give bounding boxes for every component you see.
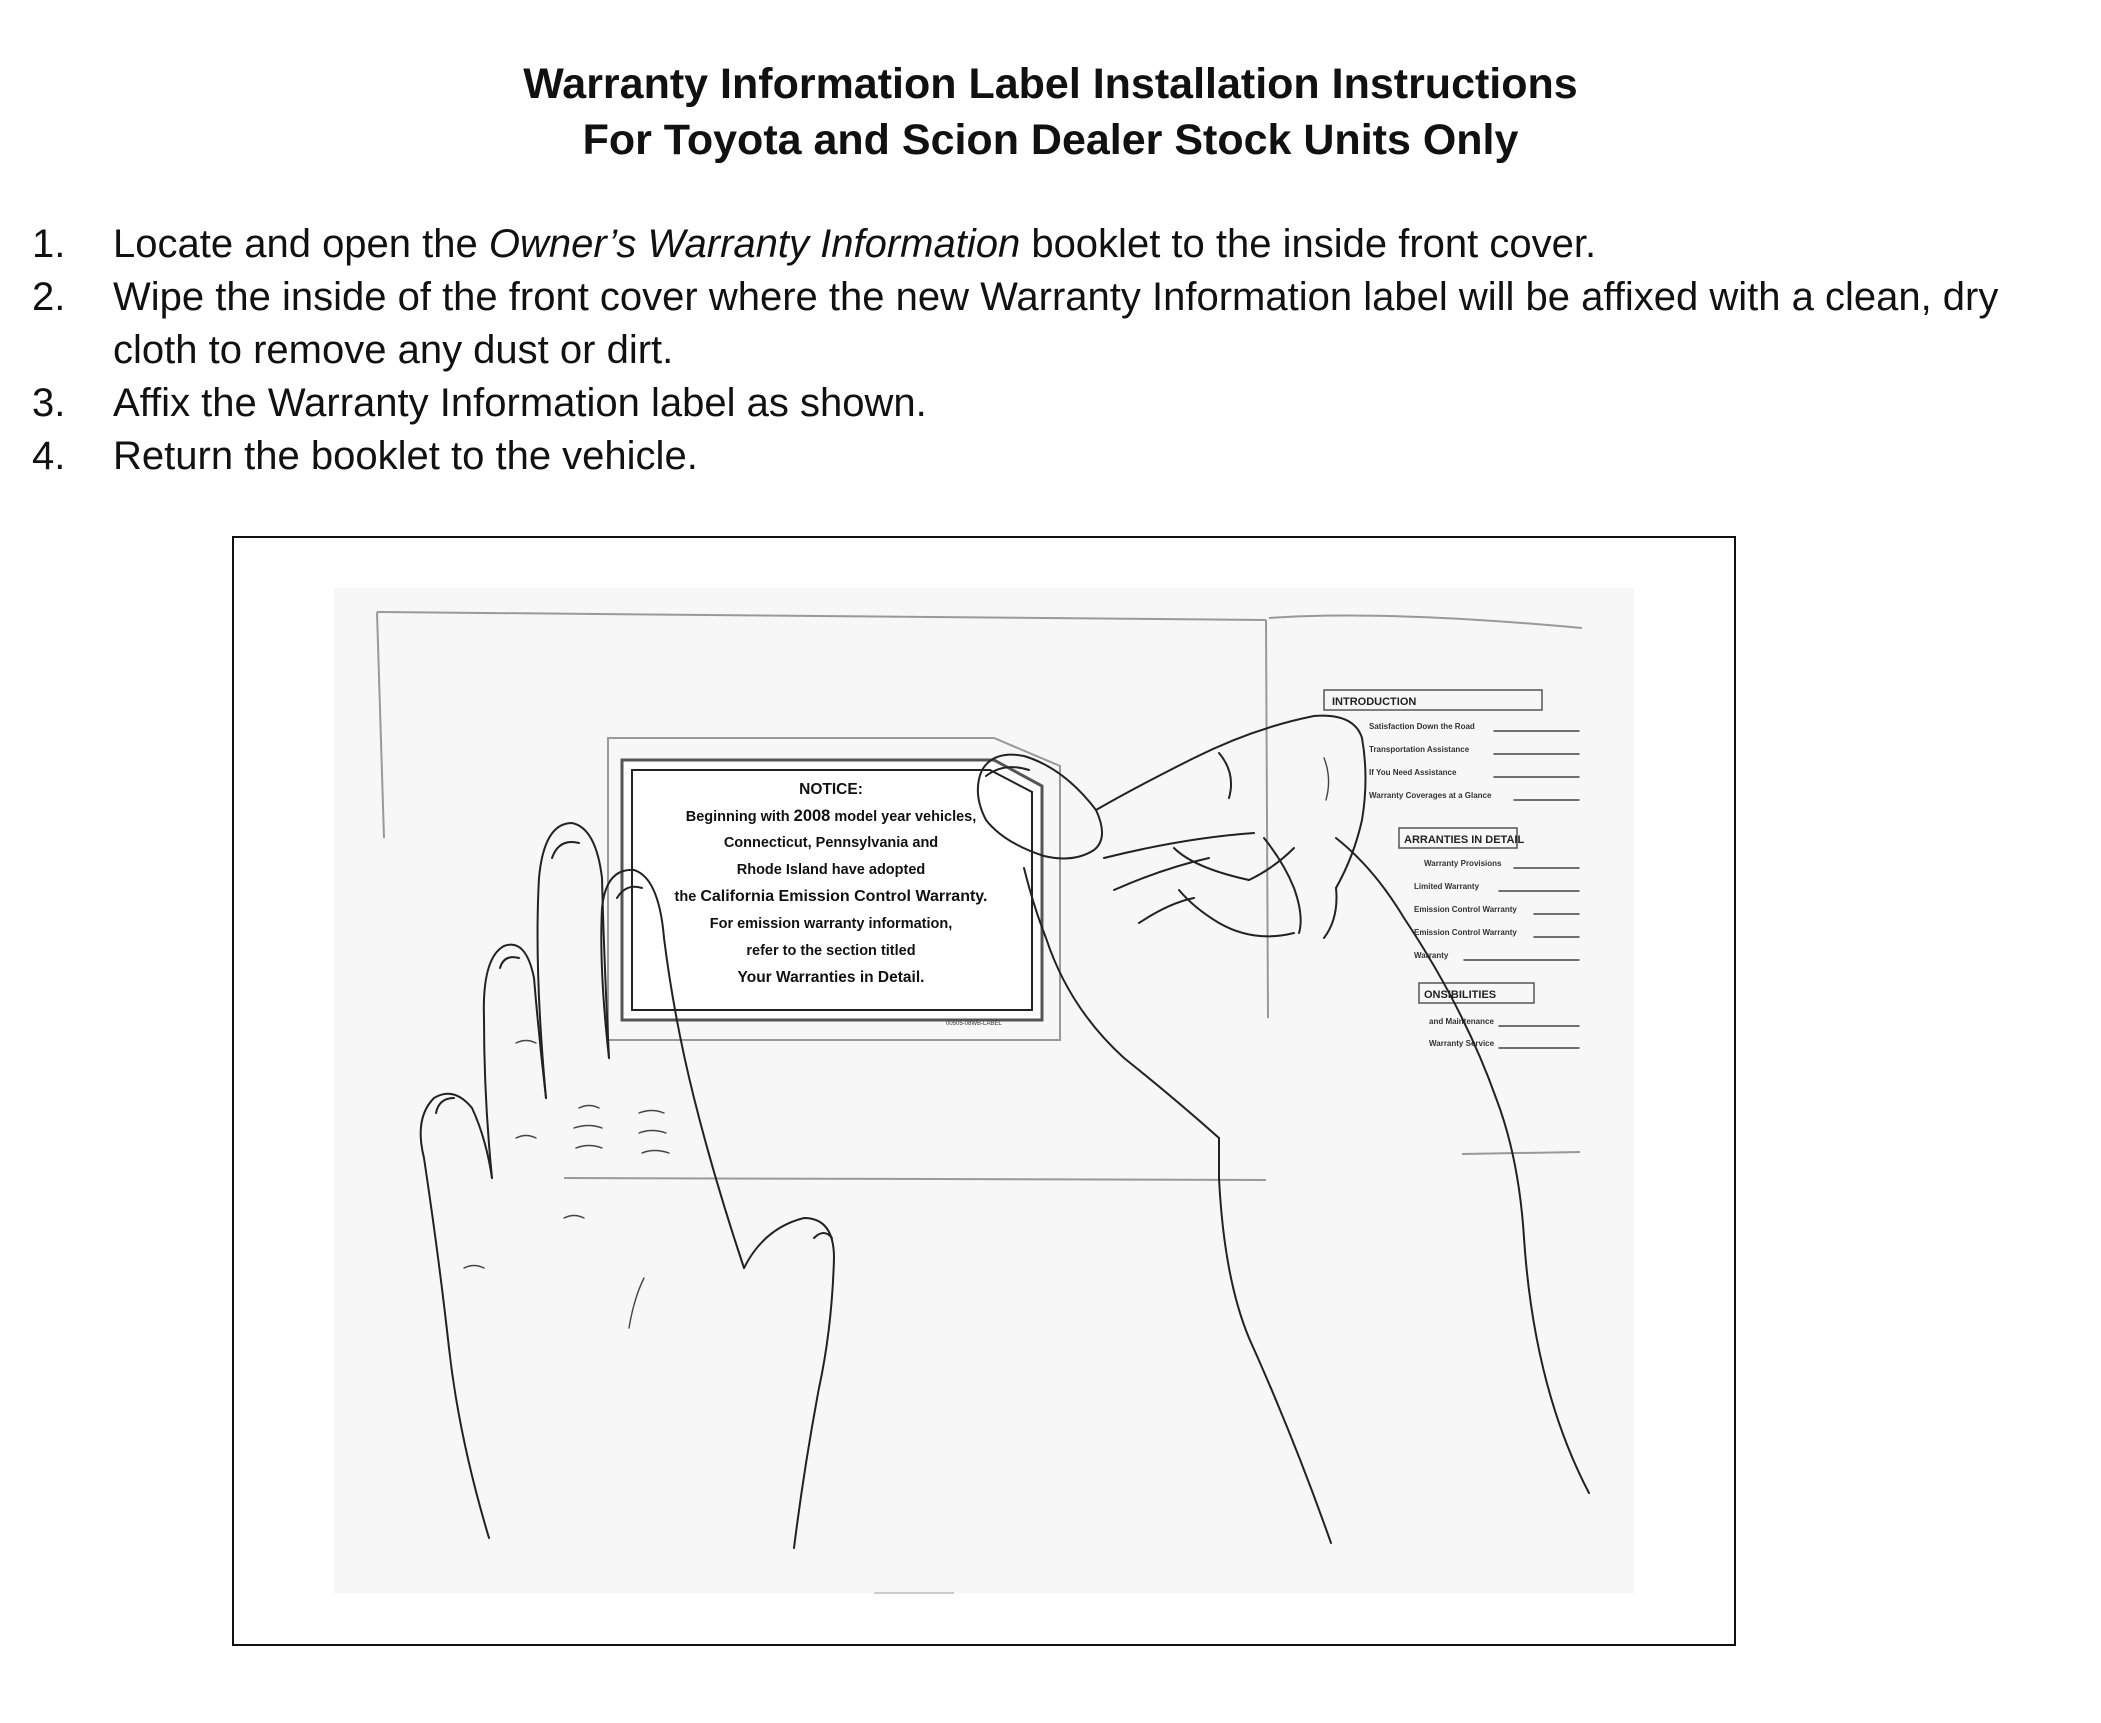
instruction-steps	[32, 218, 2082, 483]
label-line-1: Beginning with 2008 model year vehicles,	[685, 807, 977, 825]
toc-section-2: ARRANTIES IN DETAIL	[1404, 834, 1525, 846]
step-1-text-after: booklet to the inside front cover.	[1020, 222, 1597, 266]
step-1-booklet-title: Owner’s Warranty Information	[488, 222, 1021, 266]
step-3	[32, 377, 2082, 430]
label-part-code: 00505-08WB-LABEL	[946, 1021, 1002, 1027]
label-heading: NOTICE:	[799, 781, 863, 798]
toc-item: Emission Control Warranty	[1414, 905, 1517, 914]
toc-item: Transportation Assistance	[1369, 745, 1470, 754]
toc-item: Limited Warranty	[1414, 882, 1480, 891]
page-title	[0, 56, 2101, 168]
toc-item: Emission Control Warranty	[1414, 928, 1517, 937]
toc-item: and Maintenance	[1429, 1017, 1494, 1026]
toc-item: Warranty	[1414, 951, 1449, 960]
step-2-text: Wipe the inside of the front cover where the new Warranty Information label will be affixed with a clean, dry cloth to remove any dust or dirt.	[113, 275, 1999, 372]
label-line-5: For emission warranty information,	[709, 916, 953, 932]
step-4	[32, 430, 2082, 483]
toc-item: Warranty Provisions	[1424, 859, 1502, 868]
title-line-2: For Toyota and Scion Dealer Stock Units Only	[582, 116, 1519, 164]
step-3-text: Affix the Warranty Information label as shown.	[113, 381, 927, 425]
label-line-2: Connecticut, Pennsylvania and	[723, 835, 939, 851]
step-1	[32, 218, 2082, 271]
toc-item: Satisfaction Down the Road	[1369, 722, 1475, 731]
label-line-3: Rhode Island have adopted	[736, 862, 926, 878]
toc-item: If You Need Assistance	[1369, 768, 1457, 777]
step-4-text: Return the booklet to the vehicle.	[113, 434, 698, 478]
label-line-6: refer to the section titled	[746, 943, 916, 959]
toc-item: Warranty Service	[1429, 1039, 1495, 1048]
step-3-number: 3.	[32, 381, 66, 425]
illustration-frame	[232, 536, 1736, 1646]
step-2	[32, 271, 2082, 377]
step-1-text-before: Locate and open the	[113, 222, 489, 266]
toc-section-1: INTRODUCTION	[1332, 696, 1417, 708]
step-1-number: 1.	[32, 222, 66, 266]
label-line-7: Your Warranties in Detail.	[737, 969, 925, 986]
toc-item: Warranty Coverages at a Glance	[1369, 791, 1492, 800]
label-installation-illustration	[234, 538, 1733, 1643]
label-line-4: the California Emission Control Warranty.	[674, 888, 988, 905]
step-4-number: 4.	[32, 434, 66, 478]
step-2-number: 2.	[32, 275, 66, 319]
toc-section-3: ONSIBILITIES	[1424, 989, 1497, 1001]
title-line-1: Warranty Information Label Installation Instructions	[523, 60, 1578, 108]
